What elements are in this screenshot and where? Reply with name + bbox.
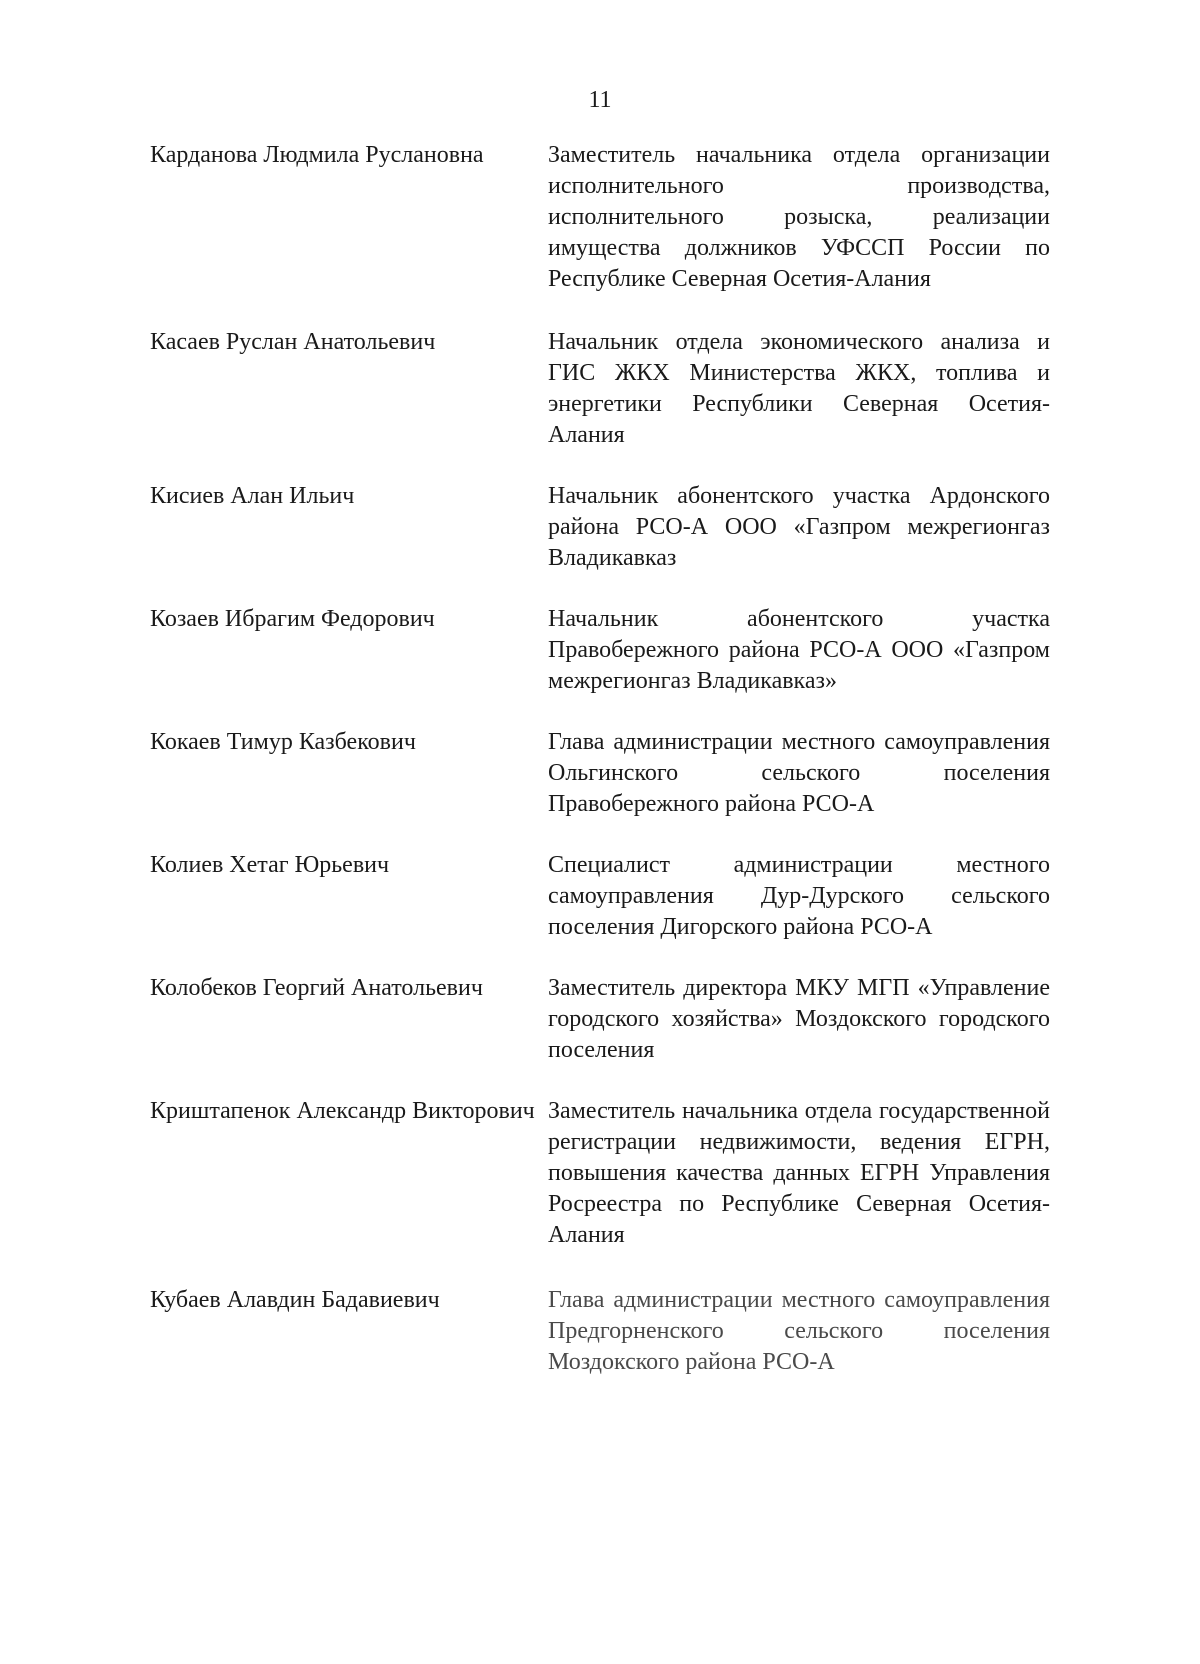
person-position: Заместитель директора МКУ МГП «Управление городского хозяйства» Моздокского городского поселения: [548, 975, 1050, 1063]
person-position: Специалист администрации местного самоуправления Дур-Дурского сельского поселения Дигорского района РСО-А: [548, 852, 1050, 940]
list-entry: [150, 973, 1050, 1066]
list-entry: [150, 727, 1050, 820]
person-name: Колобеков Георгий Анатольевич: [150, 975, 483, 1001]
person-name: Кокаев Тимур Казбекович: [150, 729, 416, 755]
list-entry: [150, 327, 1050, 451]
person-name: Колиев Хетаг Юрьевич: [150, 852, 390, 878]
person-name: Козаев Ибрагим Федорович: [150, 606, 435, 632]
person-name: Криштапенок Александр Викторович: [150, 1098, 535, 1124]
person-position: Заместитель начальника отдела государственной регистрации недвижимости, ведения ЕГРН, повышения качества данных ЕГРН Управления Росреестра по Республике Северная Осетия-Алания: [548, 1098, 1050, 1248]
list-entry: [150, 481, 1050, 574]
person-position: Начальник абонентского участка Ардонского района РСО-А ООО «Газпром межрегионгаз Владикавказ: [548, 483, 1050, 571]
person-name: Кубаев Алавдин Бадавиевич: [150, 1287, 440, 1313]
person-position: Глава администрации местного самоуправления Предгорненского сельского поселения Моздокского района РСО-А: [548, 1287, 1050, 1375]
list-entry: [150, 604, 1050, 697]
list-entry: [150, 1096, 1050, 1251]
person-name: Касаев Руслан Анатольевич: [150, 329, 436, 355]
list-entry: [150, 850, 1050, 943]
list-entry: [150, 1285, 1050, 1378]
page-number: 11: [588, 87, 612, 113]
person-name: Кисиев Алан Ильич: [150, 483, 355, 509]
person-position: Начальник абонентского участка Правобережного района РСО-А ООО «Газпром межрегионгаз Владикавказ»: [548, 606, 1050, 694]
person-position: Заместитель начальника отдела организации исполнительного производства, исполнительного розыска, реализации имущества должников УФССП России по Республике Северная Осетия-Алания: [548, 142, 1050, 292]
person-name: Карданова Людмила Руслановна: [150, 142, 484, 168]
personnel-list: [150, 140, 1050, 1378]
list-entry: [150, 140, 1050, 295]
person-position: Глава администрации местного самоуправления Ольгинского сельского поселения Правобережного района РСО-А: [548, 729, 1050, 817]
person-position: Начальник отдела экономического анализа и ГИС ЖКХ Министерства ЖКХ, топлива и энергетики Республики Северная Осетия-Алания: [548, 329, 1050, 448]
